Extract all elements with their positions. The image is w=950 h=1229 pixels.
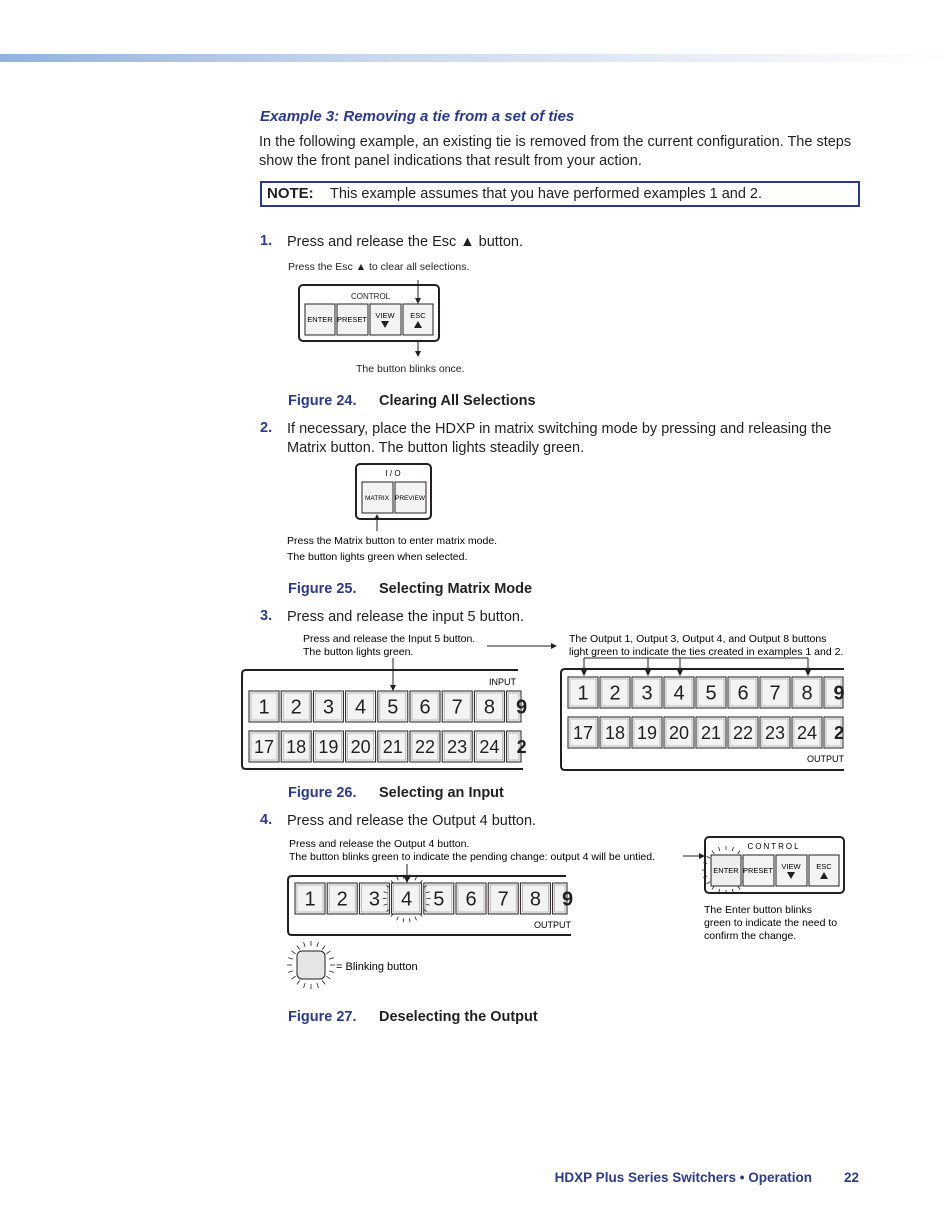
figure-number: Figure 24. bbox=[288, 393, 357, 409]
fig27-output-button-3 bbox=[392, 883, 422, 914]
fig27-enter-note-line2: green to indicate the need to bbox=[704, 917, 838, 929]
input-button-1 bbox=[281, 731, 311, 762]
step-number: 1. bbox=[260, 233, 273, 249]
output-button-6 bbox=[760, 717, 790, 748]
input-button-0 bbox=[249, 731, 279, 762]
input-button-1 bbox=[281, 691, 311, 722]
output-button-label: 24 bbox=[796, 722, 818, 743]
output-button-label: 21 bbox=[700, 722, 722, 743]
input-button-4 bbox=[378, 691, 408, 722]
input-button-8 bbox=[507, 691, 528, 722]
input-button-6 bbox=[442, 731, 472, 762]
fig27-enter-note-line3: confirm the change. bbox=[704, 930, 797, 942]
fig27-output-button-label: 1 bbox=[304, 888, 316, 911]
svg-text:PREVIEW: PREVIEW bbox=[395, 495, 425, 502]
output-button-label: 1 bbox=[577, 682, 589, 705]
step-number: 2. bbox=[260, 420, 273, 436]
svg-text:ENTER: ENTER bbox=[713, 866, 739, 875]
input-button-label: 17 bbox=[253, 736, 275, 757]
arrow-down-icon bbox=[390, 685, 396, 691]
input-button-label: 18 bbox=[286, 736, 307, 757]
output-button-1 bbox=[600, 677, 630, 708]
fig24-esc-button bbox=[403, 304, 433, 335]
fig24-preset-button bbox=[337, 304, 368, 335]
fig26-input-label: INPUT bbox=[489, 677, 516, 687]
input-row-2 bbox=[249, 731, 527, 762]
fig25-caption-line2: The button lights green when selected. bbox=[287, 551, 468, 563]
input-button-2 bbox=[313, 731, 343, 762]
output-button-label: 7 bbox=[769, 682, 781, 705]
output-button-8 bbox=[824, 677, 845, 708]
fig27-preset-button bbox=[743, 855, 774, 886]
output-button-7 bbox=[792, 717, 822, 748]
output-button-3 bbox=[664, 677, 694, 708]
fig24-group-label: CONTROL bbox=[351, 292, 391, 301]
output-button-label: 20 bbox=[668, 722, 690, 743]
svg-text:VIEW: VIEW bbox=[375, 311, 395, 320]
input-button-label: 2 bbox=[290, 696, 302, 719]
output-button-label: 22 bbox=[732, 722, 754, 743]
figure-title: Clearing All Selections bbox=[379, 393, 536, 409]
fig26-tie-arrows bbox=[581, 658, 811, 676]
figure-number: Figure 26. bbox=[288, 785, 357, 801]
fig24-caption-top: Press the Esc ▲ to clear all selections. bbox=[288, 261, 470, 273]
input-button-7 bbox=[474, 691, 504, 722]
fig25-caption-line1: Press the Matrix button to enter matrix mode. bbox=[287, 535, 498, 547]
arrow-right-icon bbox=[551, 643, 557, 649]
input-button-label: 23 bbox=[447, 736, 468, 757]
fig27-output-button-label: 9 bbox=[562, 888, 574, 911]
fig27-output-button-0 bbox=[295, 883, 325, 914]
output-button-4 bbox=[696, 677, 726, 708]
fig27-output-button-8 bbox=[553, 883, 574, 914]
output-button-0 bbox=[568, 717, 598, 748]
figure-title: Deselecting the Output bbox=[379, 1009, 538, 1025]
footer-title: HDXP Plus Series Switchers • Operation bbox=[554, 1170, 812, 1185]
output-button-label: 5 bbox=[705, 682, 717, 705]
output-button-4 bbox=[696, 717, 726, 748]
output-button-label: 6 bbox=[737, 682, 749, 705]
input-button-label: 24 bbox=[479, 736, 500, 757]
fig27-output-button-6 bbox=[488, 883, 518, 914]
legend-text: = Blinking button bbox=[336, 961, 418, 973]
input-button-5 bbox=[410, 691, 440, 722]
fig27-output-button-label: 6 bbox=[465, 888, 477, 911]
output-button-2 bbox=[632, 717, 662, 748]
input-button-label: 8 bbox=[483, 696, 495, 719]
step-number: 4. bbox=[260, 812, 273, 828]
fig27-caption-line1: Press and release the Output 4 button. bbox=[289, 838, 470, 850]
fig26-caption-left-line2: The button lights green. bbox=[303, 646, 414, 658]
svg-text:ESC: ESC bbox=[410, 311, 426, 320]
svg-text:ESC: ESC bbox=[816, 862, 832, 871]
step-text: Press and release the Output 4 button. bbox=[287, 813, 537, 829]
step-number: 3. bbox=[260, 608, 273, 624]
fig27-output-row bbox=[295, 875, 573, 923]
figure-title: Selecting an Input bbox=[379, 785, 504, 801]
fig27-enter-note-line1: The Enter button blinks bbox=[704, 904, 812, 916]
output-row-2 bbox=[568, 717, 844, 748]
input-button-label: 5 bbox=[387, 696, 399, 719]
blinking-button-legend-icon bbox=[287, 941, 335, 989]
output-button-8 bbox=[824, 717, 844, 748]
fig27-output-button-label: 5 bbox=[433, 888, 445, 911]
note-text: This example assumes that you have performed examples 1 and 2. bbox=[330, 186, 763, 202]
fig26-caption-left-line1: Press and release the Input 5 button. bbox=[303, 633, 476, 645]
figure-27-deselect-output bbox=[280, 833, 860, 995]
input-button-label: 22 bbox=[414, 736, 436, 757]
input-button-6 bbox=[442, 691, 472, 722]
input-button-5 bbox=[410, 731, 440, 762]
fig27-output-button-label: 8 bbox=[529, 888, 541, 911]
fig26-output-label: OUTPUT bbox=[807, 754, 844, 764]
output-button-label: 23 bbox=[764, 722, 786, 743]
output-button-0 bbox=[568, 677, 598, 708]
input-button-3 bbox=[346, 691, 376, 722]
fig27-caption-line2: The button blinks green to indicate the pending change: output 4 will be untied. bbox=[289, 851, 656, 863]
input-button-2 bbox=[313, 691, 343, 722]
note-label: NOTE: bbox=[267, 185, 314, 202]
input-button-0 bbox=[249, 691, 279, 722]
figure-title: Selecting Matrix Mode bbox=[379, 581, 533, 597]
fig24-caption-bottom: The button blinks once. bbox=[356, 363, 465, 375]
output-button-3 bbox=[664, 717, 694, 748]
output-button-label: 2 bbox=[609, 682, 621, 705]
fig26-caption-right-line1: The Output 1, Output 3, Output 4, and Output 8 buttons bbox=[569, 633, 827, 645]
output-button-5 bbox=[728, 677, 758, 708]
svg-text:ENTER: ENTER bbox=[307, 315, 333, 324]
output-button-label: 4 bbox=[673, 682, 685, 705]
input-button-label: 2 bbox=[516, 736, 527, 757]
fig27-output-label: OUTPUT bbox=[534, 920, 571, 930]
svg-text:MATRIX: MATRIX bbox=[364, 495, 390, 502]
input-button-label: 7 bbox=[451, 696, 463, 719]
step-text: Press and release the input 5 button. bbox=[287, 609, 524, 625]
output-button-label: 18 bbox=[604, 722, 626, 743]
note-box bbox=[260, 181, 860, 207]
fig27-output-button-label: 3 bbox=[368, 888, 380, 911]
arrow-up-icon bbox=[374, 514, 380, 520]
fig27-output-button-5 bbox=[456, 883, 486, 914]
fig27-control-label: CONTROL bbox=[747, 842, 801, 851]
figure-number: Figure 25. bbox=[288, 581, 357, 597]
input-button-label: 21 bbox=[382, 736, 403, 757]
svg-text:PRESET: PRESET bbox=[336, 315, 368, 324]
input-button-4 bbox=[378, 731, 408, 762]
fig27-output-button-label: 4 bbox=[401, 888, 413, 911]
output-button-label: 17 bbox=[572, 722, 594, 743]
fig27-output-button-label: 7 bbox=[497, 888, 509, 911]
fig27-output-button-1 bbox=[327, 883, 357, 914]
figure-24-control-panel bbox=[280, 255, 500, 380]
fig24-enter-button bbox=[305, 304, 335, 335]
output-button-label: 19 bbox=[636, 722, 658, 743]
step-text: If necessary, place the HDXP in matrix switching mode by pressing and releasing the Matrix button. The button lights steadily green. bbox=[287, 421, 832, 456]
arrow-down-icon bbox=[415, 298, 421, 304]
input-button-7 bbox=[474, 731, 504, 762]
fig25-group-label: I / O bbox=[385, 469, 401, 478]
fig25-preview-button bbox=[395, 482, 426, 513]
fig25-matrix-button bbox=[362, 482, 393, 513]
input-row-1 bbox=[249, 691, 527, 722]
output-button-1 bbox=[600, 717, 630, 748]
fig27-esc-button bbox=[809, 855, 839, 886]
input-button-label: 20 bbox=[350, 736, 371, 757]
output-row-1 bbox=[568, 677, 845, 708]
input-button-label: 4 bbox=[355, 696, 367, 719]
intro-paragraph: In the following example, an existing tie is removed from the current configuration. The steps show the front panel indications that result from your action. bbox=[259, 134, 852, 169]
header-accent-bar bbox=[0, 54, 950, 62]
figure-26-input-output-panels bbox=[238, 628, 858, 775]
output-button-5 bbox=[728, 717, 758, 748]
fig24-view-button bbox=[370, 304, 401, 335]
section-heading: Example 3: Removing a tie from a set of ties bbox=[260, 108, 575, 125]
input-button-label: 19 bbox=[318, 736, 339, 757]
output-button-label: 8 bbox=[801, 682, 813, 705]
fig27-output-button-7 bbox=[520, 883, 550, 914]
fig26-caption-right-line2: light green to indicate the ties created in examples 1 and 2. bbox=[569, 646, 844, 658]
output-button-label: 9 bbox=[833, 682, 845, 705]
arrow-down-icon bbox=[415, 351, 421, 357]
step-text: Press and release the Esc ▲ button. bbox=[287, 234, 524, 250]
input-button-label: 1 bbox=[258, 696, 270, 719]
svg-text:VIEW: VIEW bbox=[781, 862, 801, 871]
input-button-label: 3 bbox=[322, 696, 334, 719]
output-button-label: 3 bbox=[641, 682, 653, 705]
input-button-label: 6 bbox=[419, 696, 431, 719]
input-button-8 bbox=[507, 731, 527, 762]
fig27-view-button bbox=[776, 855, 807, 886]
arrow-down-icon bbox=[404, 877, 410, 883]
fig27-output-button-label: 2 bbox=[336, 888, 348, 911]
svg-text:PRESET: PRESET bbox=[742, 866, 774, 875]
figure-number: Figure 27. bbox=[288, 1009, 357, 1025]
input-button-label: 9 bbox=[516, 696, 528, 719]
output-button-6 bbox=[760, 677, 790, 708]
output-button-7 bbox=[792, 677, 822, 708]
output-button-label: 2 bbox=[833, 722, 845, 743]
output-button-2 bbox=[632, 677, 662, 708]
input-button-3 bbox=[346, 731, 376, 762]
figure-25-io-panel bbox=[280, 460, 580, 565]
page-number: 22 bbox=[844, 1170, 860, 1185]
